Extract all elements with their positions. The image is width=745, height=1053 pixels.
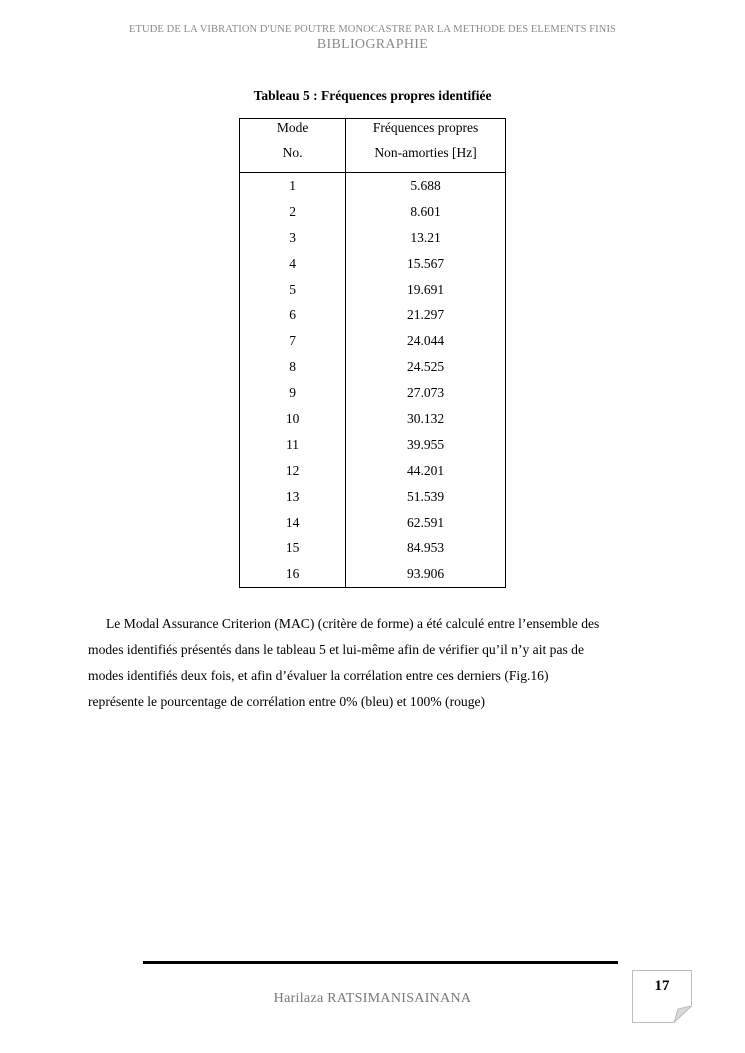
table-row	[240, 199, 506, 225]
mode-number-cell: 16	[240, 561, 346, 587]
paragraph-line: représente le pourcentage de corrélation entre 0% (bleu) et 100% (rouge)	[88, 694, 486, 709]
table-row	[240, 432, 506, 458]
table-row	[240, 277, 506, 303]
frequency-cell: 5.688	[410, 177, 441, 193]
table-row	[240, 380, 506, 406]
mode-number-cell: 13	[240, 484, 346, 510]
footer-author: Harilaza RATSIMANISAINANA	[273, 991, 472, 1006]
frequency-cell: 30.132	[407, 410, 445, 426]
table-row	[240, 302, 506, 328]
running-header-title: ETUDE DE LA VIBRATION D'UNE POUTRE MONOCASTRE PAR LA METHODE DES ELEMENTS FINIS	[129, 24, 616, 35]
table-row	[240, 354, 506, 380]
frequency-cell: 15.567	[407, 255, 445, 271]
frequency-cell: 19.691	[407, 281, 445, 297]
frequency-cell: 8.601	[410, 203, 441, 219]
table-row	[240, 561, 506, 587]
paragraph-line: modes identifiés présentés dans le tableau 5 et lui-même afin de vérifier qu’il n’y ait pas de	[88, 642, 584, 657]
mode-number-cell: 14	[240, 510, 346, 536]
table-caption: Tableau 5 : Fréquences propres identifiée	[253, 88, 492, 103]
frequency-cell: 24.044	[407, 333, 445, 349]
mode-number-cell: 12	[240, 458, 346, 484]
header-mode: Mode	[240, 119, 346, 146]
mode-number-cell: 7	[240, 328, 346, 354]
mode-number-cell: 3	[240, 225, 346, 251]
table-body	[240, 173, 506, 588]
header-mode-no: No.	[240, 145, 346, 173]
frequency-cell: 44.201	[407, 462, 445, 478]
frequency-cell: 39.955	[407, 436, 445, 452]
frequency-cell: 27.073	[407, 385, 445, 401]
frequency-table	[239, 118, 506, 588]
frequency-cell: 24.525	[407, 359, 445, 375]
frequency-cell: 21.297	[407, 307, 445, 323]
mode-number-cell: 8	[240, 354, 346, 380]
footer-divider	[143, 961, 618, 964]
paragraph-line: Le Modal Assurance Criterion (MAC) (critère de forme) a été calculé entre l’ensemble des	[106, 616, 600, 631]
page-number: 17	[654, 978, 670, 994]
section-title: BIBLIOGRAPHIE	[316, 37, 429, 52]
table-row	[240, 458, 506, 484]
mode-number-cell: 4	[240, 251, 346, 277]
table-row	[240, 173, 506, 199]
table-row	[240, 251, 506, 277]
frequency-cell: 93.906	[407, 566, 445, 582]
table-row	[240, 535, 506, 561]
mode-number-cell: 10	[240, 406, 346, 432]
header-frequency-unit: Non-amorties [Hz]	[374, 145, 477, 160]
body-paragraph	[88, 611, 658, 715]
mode-number-cell: 5	[240, 277, 346, 303]
mode-number-cell: 11	[240, 432, 346, 458]
mode-number-cell: 1	[240, 173, 346, 199]
mode-number-cell: 9	[240, 380, 346, 406]
mode-number-cell: 2	[240, 199, 346, 225]
paragraph-line: modes identifiés deux fois, et afin d’évaluer la corrélation entre ces derniers (Fig.16)	[88, 668, 549, 683]
frequency-cell: 62.591	[407, 514, 445, 530]
header-frequency: Fréquences propres	[372, 120, 479, 135]
table-row	[240, 510, 506, 536]
table-row	[240, 484, 506, 510]
table-row	[240, 328, 506, 354]
table-row	[240, 225, 506, 251]
frequency-cell: 84.953	[407, 540, 445, 556]
mode-number-cell: 6	[240, 302, 346, 328]
table-row	[240, 406, 506, 432]
page-number-box	[632, 970, 692, 1023]
frequency-cell: 13.21	[410, 229, 441, 245]
frequency-cell: 51.539	[407, 488, 445, 504]
mode-number-cell: 15	[240, 535, 346, 561]
